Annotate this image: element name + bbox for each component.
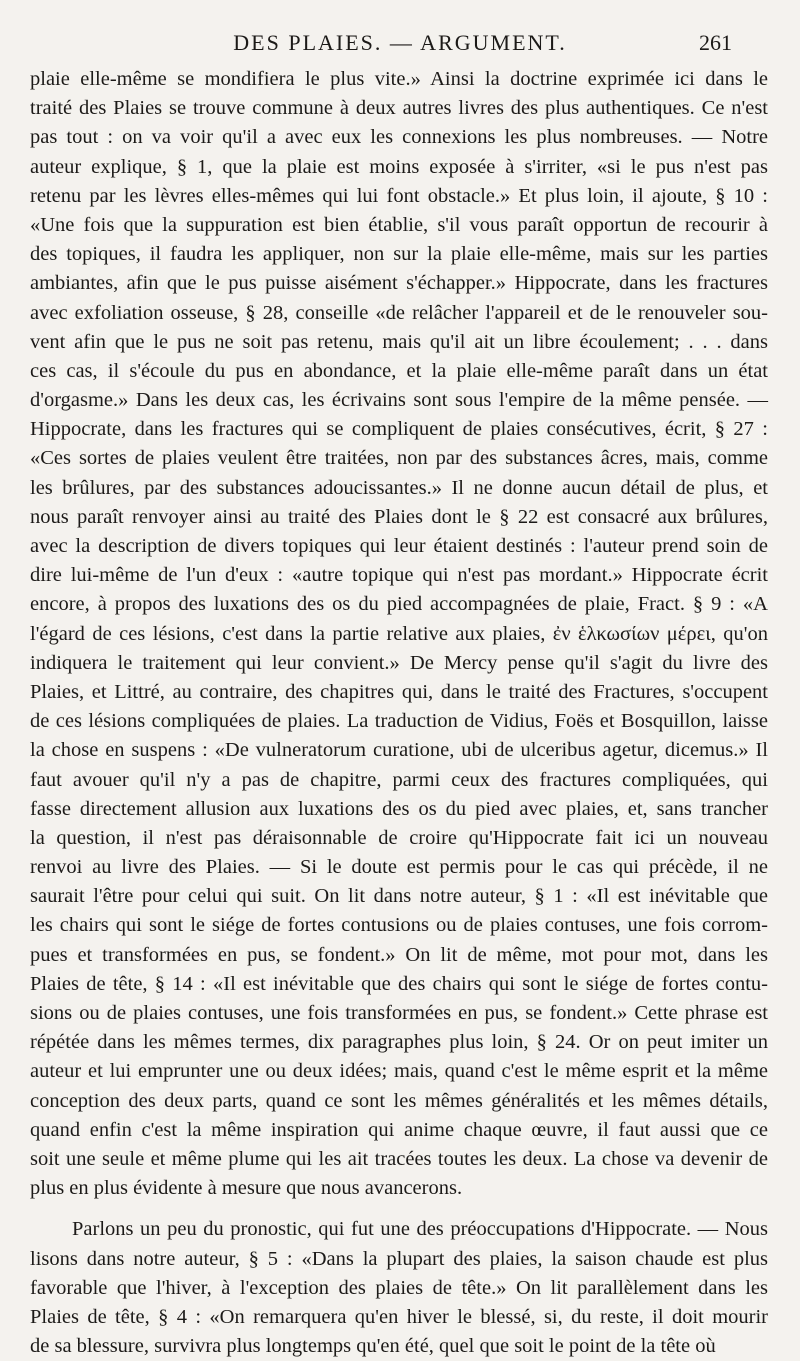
text-line: plaie elle-même se mondifiera le plus vite.» Ainsi la doctrine exprimée ici dans le [30,68,768,90]
text-line: fasse directement allusion aux luxations des os du pied avec plaies, et, sans trancher [30,797,768,820]
text-line: vent afin que le pus ne soit pas retenu, mais qu'il ait un libre écoulement; . . . dans [30,330,768,353]
text-line: pues et transformées en pus, se fondent.» On lit de même, mot pour mot, dans les [30,943,768,966]
body-text [30,65,768,1361]
text-line: Parlons un peu du pronostic, qui fut une des préoccupations d'Hippocrate. — Nous [72,1218,768,1241]
text-line: d'orgasme.» Dans les deux cas, les écrivains sont sous l'empire de la même pensée. — [30,389,768,412]
text-line: faut avouer qu'il n'y a pas de chapitre, parmi ceux des fractures compliquées, qui [30,768,768,791]
text-line: l'égard de ces lésions, c'est dans la partie relative aux plaies, ἐν ἑλκωσίων μέρει, qu'on [30,622,768,645]
text-line: la question, il n'est pas déraisonnable de croire qu'Hippocrate fait ici un nouveau [30,826,768,849]
text-line: plus en plus évidente à mesure que nous avancerons. [30,1177,463,1200]
paragraph [30,1215,768,1361]
text-line: dire lui-même de l'un d'eux : «autre topique qui n'est pas mordant.» Hippocrate écrit [30,564,768,587]
text-line: les chairs qui sont le siége de fortes contusions ou de plaies contuses, une fois corrom- [30,914,768,937]
text-line: avec la description de divers topiques qui leur étaient destinés : l'auteur prend soin de [30,535,768,557]
text-line: avec exfoliation osseuse, § 28, conseille «de relâcher l'appareil et de le renouveler sou- [30,301,768,324]
text-line: indiquera le traitement qui leur convient.» De Mercy pense qu'il s'agit du livre des [30,651,768,674]
text-line: renvoi au livre des Plaies. — Si le doute est permis pour le cas qui précède, il ne [30,856,768,879]
text-line: Plaies de tête, § 4 : «On remarquera qu'en hiver le blessé, si, du reste, il doit mourir [30,1305,768,1328]
text-line: de ces lésions compliquées de plaies. La traduction de Vidius, Foës et Bosquillon, laisse [30,710,768,733]
running-head: DES PLAIES. — ARGUMENT. [233,30,567,55]
text-line: retenu par les lèvres elles-mêmes qui lui font obstacle.» Et plus loin, il ajoute, § 10 : [30,184,768,207]
text-line: ambiantes, afin que le pus puisse aisément s'échapper.» Hippocrate, dans les fractures [30,272,768,295]
text-line: la chose en suspens : «De vulneratorum curatione, ubi de ulceribus agetur, dicemus.» Il [30,739,768,762]
text-line: quand enfin c'est la même inspiration qui anime chaque œuvre, il faut aussi que ce [30,1118,768,1141]
text-line: pas tout : on va voir qu'il a avec eux les connexions les plus nombreuses. — Notre [30,126,768,149]
text-line: encore, à propos des luxations des os du pied accompagnées de plaie, Fract. § 9 : «A [30,593,768,616]
paragraph [30,65,768,1203]
text-line: sions ou de plaies contuses, une fois transformées en pus, se fondent.» Cette phrase est [30,1002,768,1024]
text-line: ces cas, il s'écoule du pus en abondance, et la plaie elle-même paraît dans un état [30,359,768,382]
text-line: «Une fois que la suppuration est bien établie, s'il vous paraît opportun de recourir à [30,213,768,236]
text-line: des topiques, il faudra les appliquer, non sur la plaie elle-même, mais sur les parties [30,243,768,266]
text-line: favorable que l'hiver, à l'exception des plaies de tête.» On lit parallèlement dans les [30,1276,768,1299]
text-line: «Ces sortes de plaies veulent être traitées, non par des substances âcres, mais, comme [30,447,768,470]
text-line: répétée dans les mêmes termes, dix paragraphes plus loin, § 24. Or on peut imiter un [30,1031,768,1054]
text-line: traité des Plaies se trouve commune à deux autres livres des plus authentiques. Ce n'est [30,97,768,120]
text-line: saurait l'être pour celui qui suit. On lit dans notre auteur, § 1 : «Il est inévitable que [30,885,768,908]
page-number: 261 [699,30,732,55]
text-line: les brûlures, par des substances adoucissantes.» Il ne donne aucun détail de plus, et [30,476,768,499]
text-line: lisons dans notre auteur, § 5 : «Dans la plupart des plaies, la saison chaude est plus [30,1247,768,1270]
text-line: soit une seule et même plume qui les ait tracées toutes les deux. La chose va devenir de [30,1147,768,1170]
text-line: Hippocrate, dans les fractures qui se compliquent de plaies consécutives, écrit, § 27 : [30,418,768,441]
text-line: auteur explique, § 1, que la plaie est moins exposée à s'irriter, «si le pus n'est pas [30,155,768,178]
text-line: Plaies de tête, § 14 : «Il est inévitable que des chairs qui sont le siége de fortes contu- [30,972,768,995]
paragraph-gap [30,1203,768,1215]
text-line: Plaies, et Littré, au contraire, des chapitres qui, dans le traité des Fractures, s'occupent [30,680,768,703]
text-line: nous paraît renvoyer ainsi au traité des Plaies dont le § 22 est consacré aux brûlures, [30,505,768,528]
text-line: auteur et lui emprunter une ou deux idées; mais, quand c'est le même esprit et la même [30,1060,768,1083]
page-header [0,30,800,60]
text-line: de sa blessure, survivra plus longtemps qu'en été, quel que soit le point de la tête où [30,1335,716,1358]
text-line: conception des deux parts, quand ce sont les mêmes généralités et les mêmes détails, [30,1089,768,1112]
